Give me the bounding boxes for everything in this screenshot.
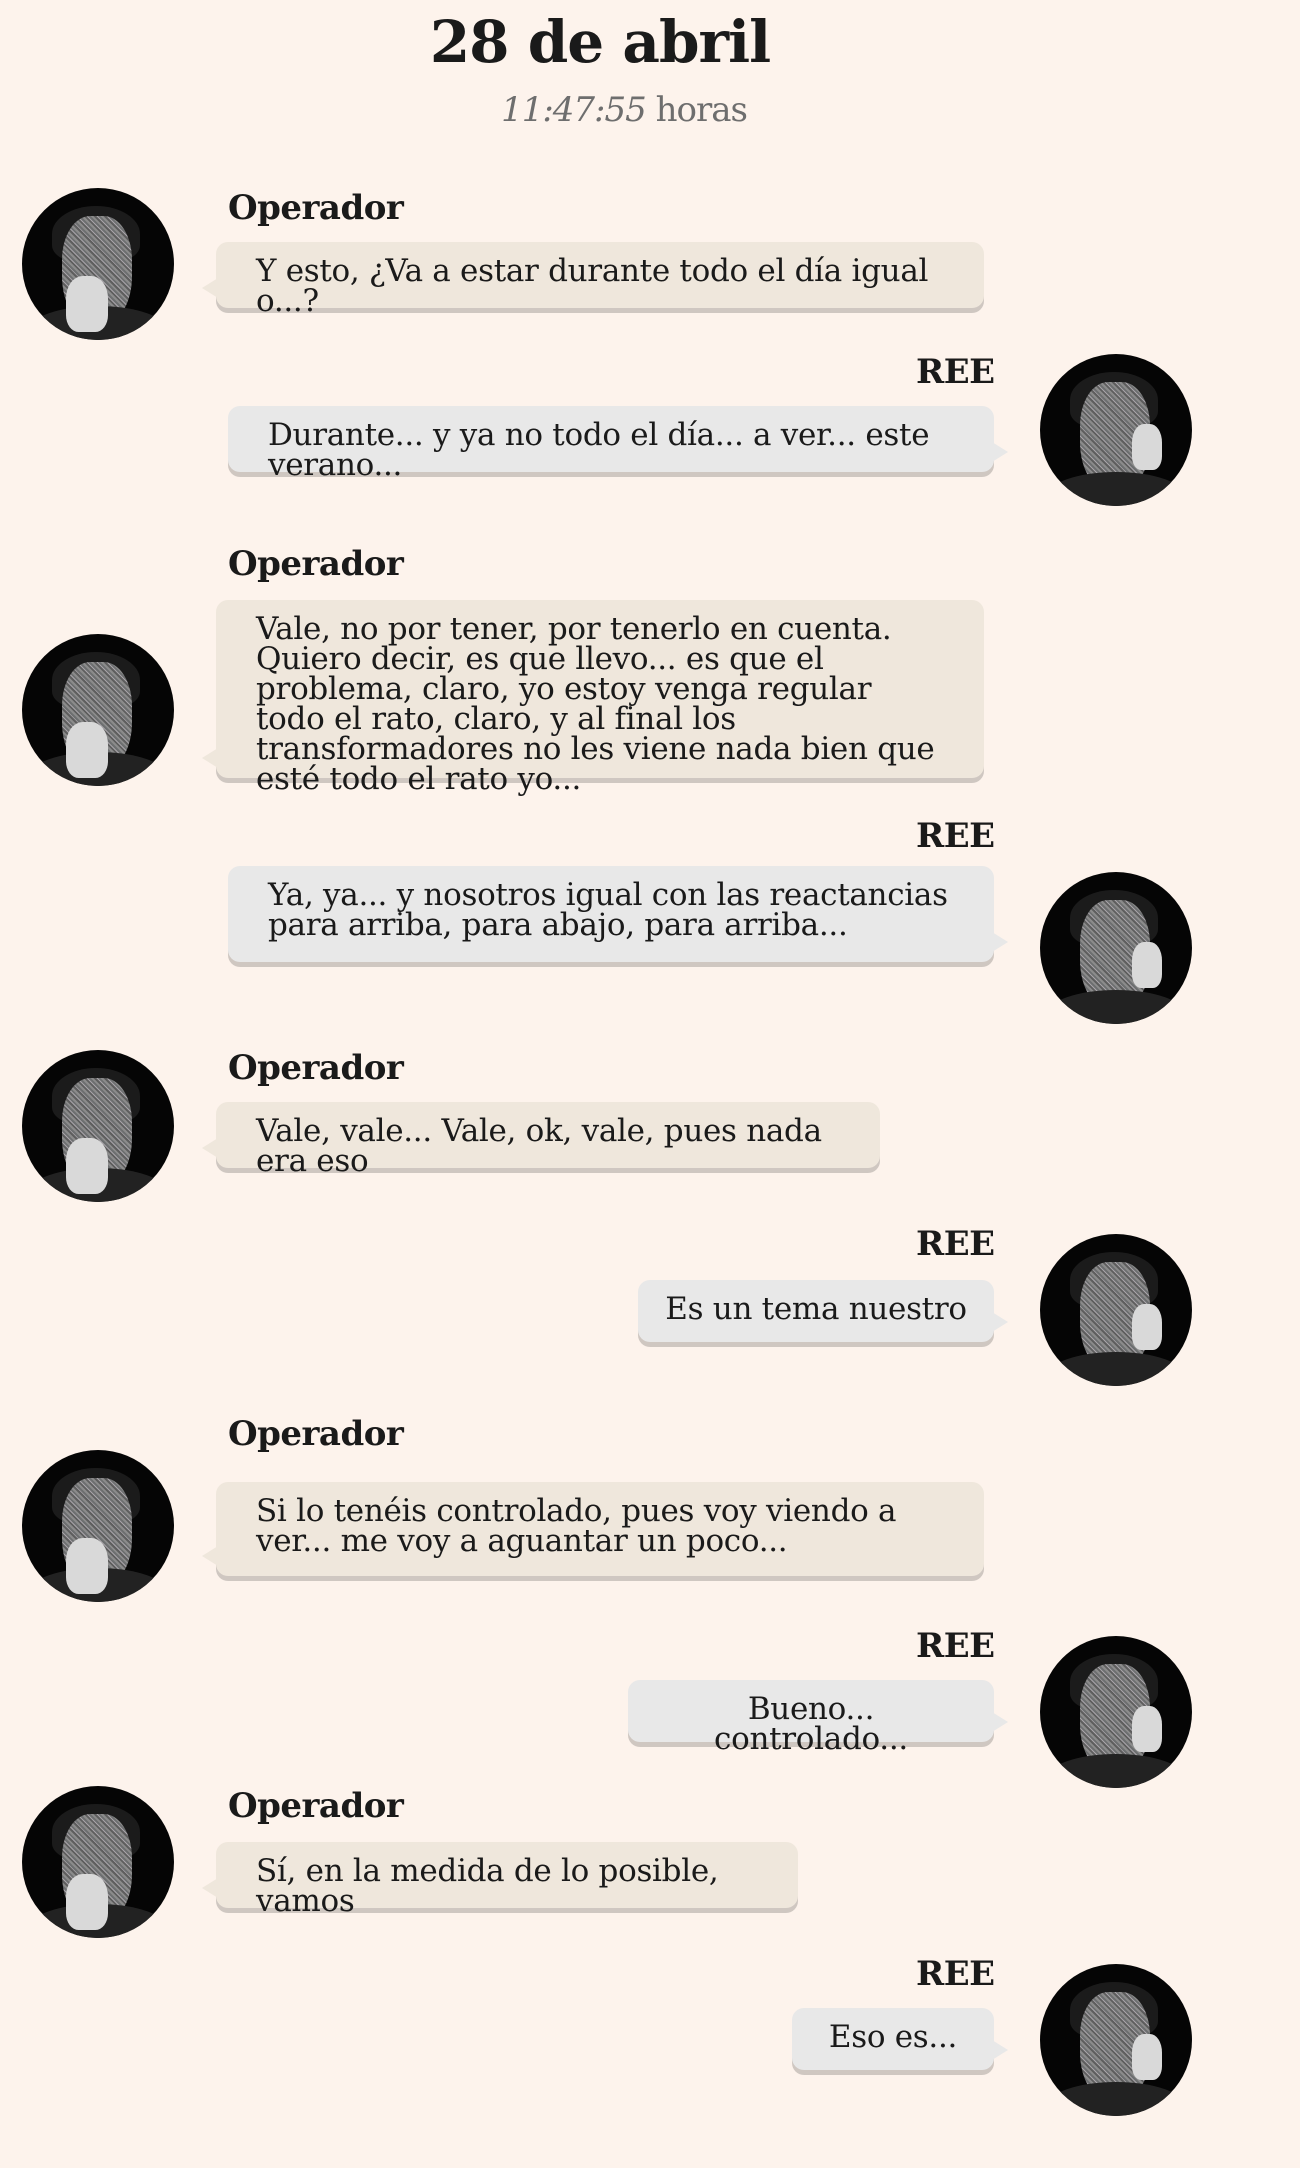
message-bubble bbox=[216, 600, 984, 797]
time-unit: horas bbox=[655, 90, 747, 130]
message-text: Sí, en la medida de lo posible, vamos bbox=[256, 1853, 719, 1919]
message-text: Es un tema nuestro bbox=[665, 1291, 967, 1327]
message-bubble bbox=[216, 1842, 798, 1919]
message-text: Ya, ya... y nosotros igual con las reactancias para arriba, para abajo, para arriba... bbox=[268, 877, 948, 943]
operador-avatar bbox=[22, 188, 174, 340]
speaker-name: Operador bbox=[228, 188, 404, 228]
ree-avatar bbox=[1040, 872, 1192, 1024]
message-text: Eso es... bbox=[828, 2019, 958, 2055]
message-bubble bbox=[228, 406, 994, 483]
date-title: 28 de abril bbox=[429, 8, 771, 76]
time-value: 11:47:55 bbox=[501, 90, 646, 130]
message-text: Vale, vale... Vale, ok, vale, pues nada era eso bbox=[256, 1113, 822, 1179]
message-text: Si lo tenéis controlado, pues voy viendo a ver... me voy a aguantar un poco... bbox=[256, 1493, 897, 1559]
speaker-name: REE bbox=[916, 1626, 995, 1666]
speaker-name: REE bbox=[916, 1224, 995, 1264]
message-bubble bbox=[216, 1482, 984, 1576]
speaker-name: Operador bbox=[228, 1786, 404, 1826]
ree-avatar bbox=[1040, 354, 1192, 506]
ree-avatar bbox=[1040, 1234, 1192, 1386]
message-bubble bbox=[792, 2008, 994, 2070]
message-text: Bueno... controlado... bbox=[714, 1691, 908, 1757]
message-text: Durante... y ya no todo el día... a ver... este verano... bbox=[268, 417, 930, 483]
speaker-name: Operador bbox=[228, 1048, 404, 1088]
ree-avatar bbox=[1040, 1964, 1192, 2116]
message-bubble bbox=[216, 242, 984, 319]
message-text: Y esto, ¿Va a estar durante todo el día igual o...? bbox=[256, 253, 929, 319]
speaker-name: REE bbox=[916, 816, 995, 856]
message-bubble bbox=[628, 1680, 994, 1757]
ree-avatar bbox=[1040, 1636, 1192, 1788]
timestamp bbox=[24, 90, 1224, 130]
speaker-name: REE bbox=[916, 352, 995, 392]
message-bubble bbox=[216, 1102, 880, 1179]
message-text: Vale, no por tener, por tenerlo en cuenta. Quiero decir, es que llevo... es que el problema, claro, yo estoy venga regular todo el rato, claro, y al final los transformadores no les viene nada bien que esté todo el rato yo... bbox=[256, 611, 935, 797]
speaker-name: Operador bbox=[228, 1414, 404, 1454]
speaker-name: REE bbox=[916, 1954, 995, 1994]
message-bubble bbox=[228, 866, 994, 962]
operador-avatar bbox=[22, 634, 174, 786]
operador-avatar bbox=[22, 1050, 174, 1202]
operador-avatar bbox=[22, 1786, 174, 1938]
speaker-name: Operador bbox=[228, 544, 404, 584]
message-bubble bbox=[638, 1280, 994, 1342]
operador-avatar bbox=[22, 1450, 174, 1602]
